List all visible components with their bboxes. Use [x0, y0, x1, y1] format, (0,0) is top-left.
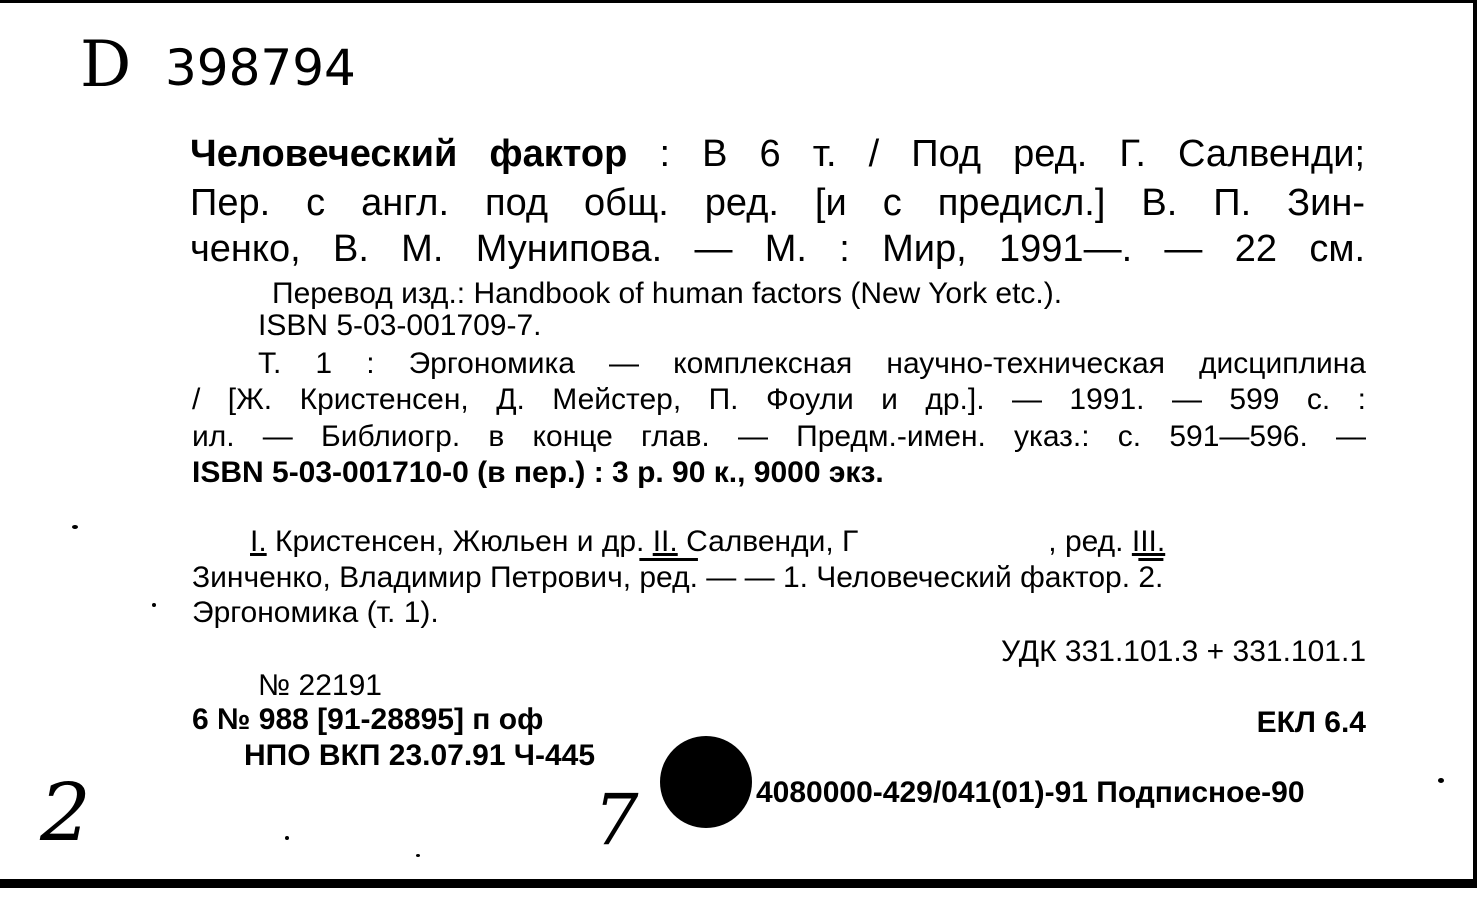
code-line: 4080000-429/041(01)-91 Подписное-90 — [756, 776, 1305, 809]
udc-code: УДК 331.101.3 + 331.101.1 — [1001, 635, 1366, 668]
tracing-line-1 — [250, 527, 1366, 557]
volume-line-4: ISBN 5-03-001710-0 (в пер.) : 3 р. 90 к., 9000 экз. — [192, 456, 884, 489]
speck — [152, 603, 156, 607]
volume-line-1: Т. 1 : Эргономика — комплексная научно-техническая дисциплина — [258, 347, 1366, 380]
speck — [285, 836, 289, 840]
title-line-1 — [190, 135, 1365, 173]
registration-number: № 22191 — [258, 669, 382, 702]
tracing-iii: III. — [1131, 525, 1166, 558]
call-number: 398794 — [165, 39, 356, 97]
punch-hole — [660, 736, 752, 828]
translation-note: Перевод изд.: Handbook of human factors (New York etc.). — [272, 277, 1063, 310]
tracing-line-3: Эргономика (т. 1). — [192, 596, 439, 629]
tracing-red: ред. — [639, 561, 698, 594]
isbn-set: ISBN 5-03-001709-7. — [258, 309, 542, 342]
tracing-zinchenko: Зинченко, Владимир Петрович, — [192, 561, 640, 594]
title-line-3: ченко, В. М. Мунипова. — М. : Мир, 1991—. — 22 см. — [190, 228, 1365, 270]
handwritten-mark-left: 2 — [40, 766, 91, 859]
handwritten-mark-middle: 7 — [594, 779, 639, 861]
tracing-line-2 — [192, 563, 1366, 593]
volume-line-2: / [Ж. Кристенсен, Д. Мейстер, П. Фоули и др.]. — 1991. — 599 с. : — [192, 383, 1366, 416]
tracing-i: I. — [250, 525, 267, 558]
tracing-subject-1: — — 1. Человеческий фактор. — [697, 561, 1139, 594]
speck — [72, 525, 78, 529]
ekl-code: ЕКЛ 6.4 — [1256, 706, 1366, 739]
order-line: 6 № 988 [91-28895] п оф — [192, 703, 544, 736]
speck — [1438, 778, 1444, 783]
volume-line-3: ил. — Библиогр. в конце глав. — Предм.-имен. указ.: с. 591—596. — — [192, 420, 1366, 453]
call-letter: D — [80, 28, 132, 102]
npo-line: НПО ВКП 23.07.91 Ч-445 — [244, 739, 596, 772]
tracing-ed-label: , ред. — [1048, 525, 1132, 558]
speck — [416, 854, 420, 857]
tracing-2: 2. — [1138, 561, 1164, 594]
tracing-editor: Салвенди, Г — [677, 525, 859, 558]
title-line-1-rest: : В 6 т. / Под ред. Г. Салвенди; — [627, 133, 1366, 175]
title-line-2: Пер. с англ. под общ. ред. [и с предисл.] В. П. Зин- — [190, 182, 1365, 224]
tracing-ii: II. — [652, 525, 678, 558]
title-bold: Человеческий фактор — [190, 133, 628, 175]
tracing-author: Кристенсен, Жюльен и др. — [266, 525, 653, 558]
